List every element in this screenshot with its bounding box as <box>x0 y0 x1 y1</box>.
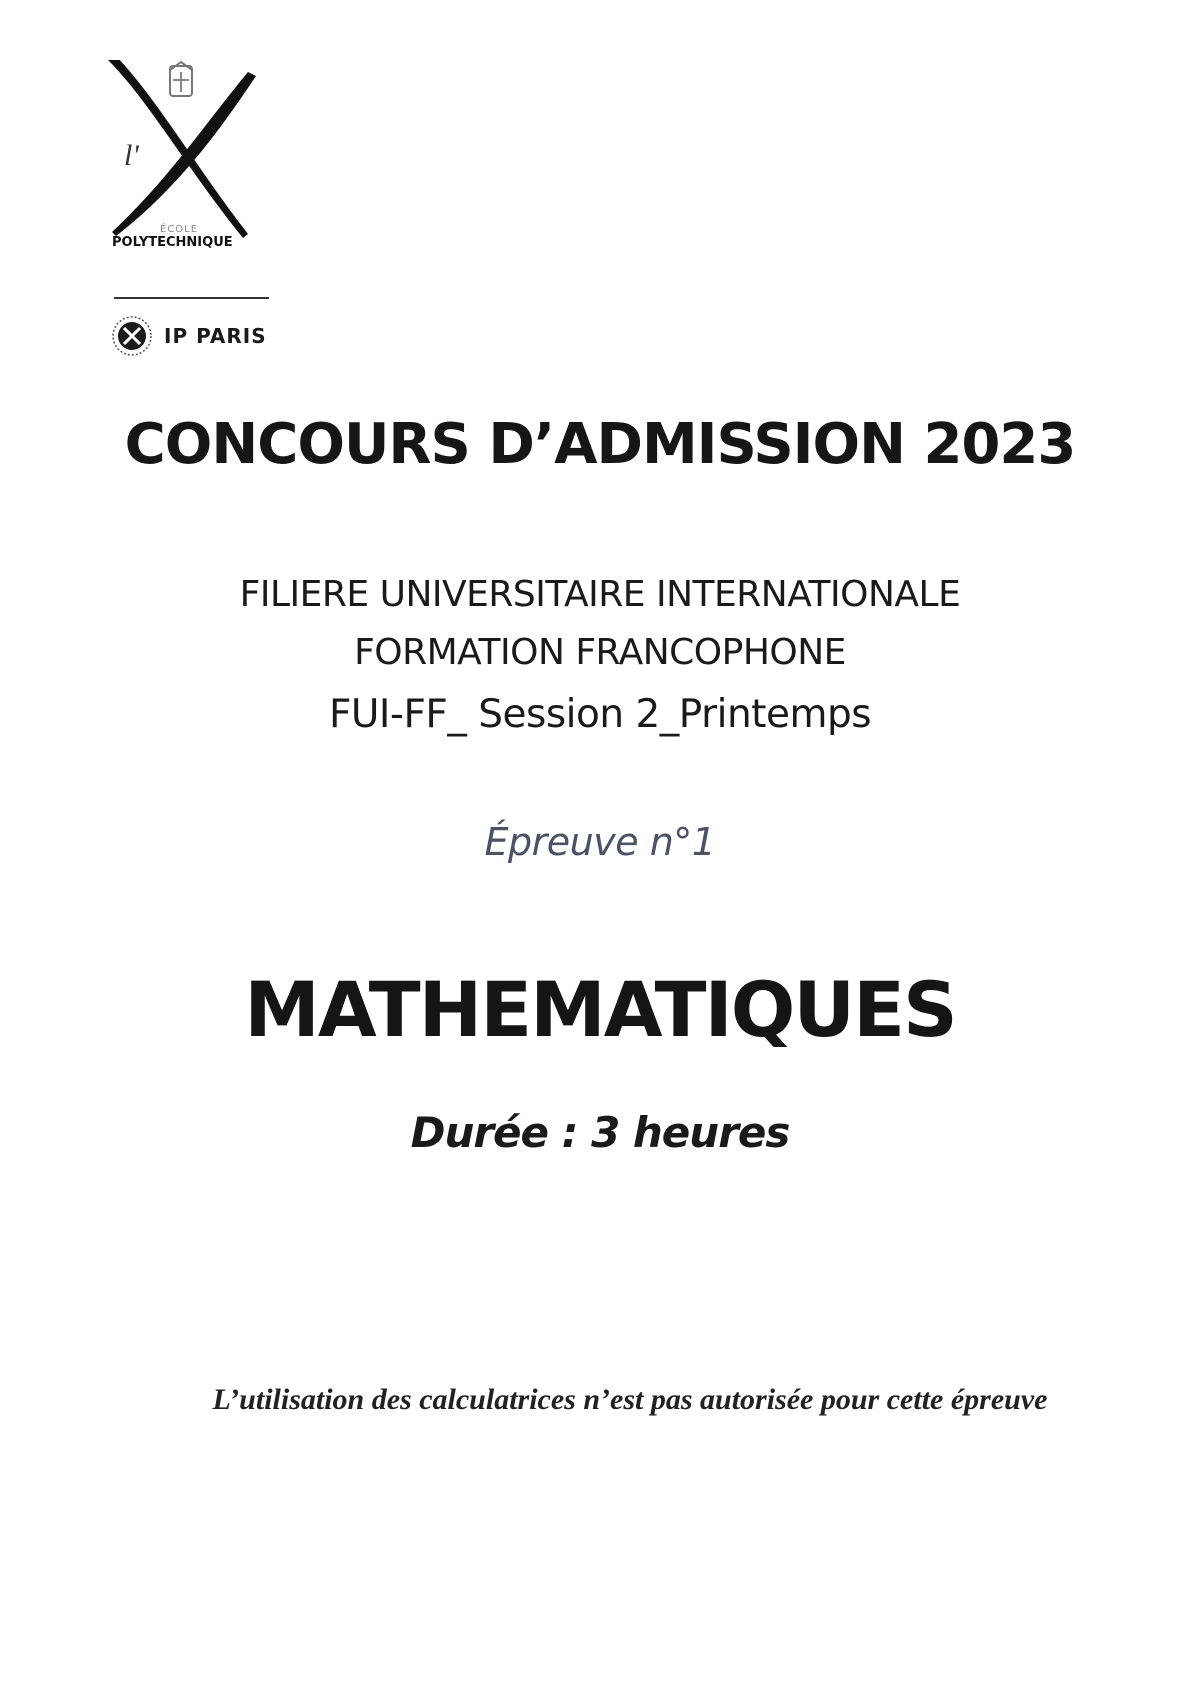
logo-script-text: l' <box>124 139 139 172</box>
logo-divider <box>114 297 269 299</box>
duration-text: Durée : 3 heures <box>410 1108 790 1157</box>
ip-paris-logo <box>110 312 267 360</box>
x-logo-icon <box>108 60 278 280</box>
calculator-notice: L’utilisation des calculatrices n’est pas autorisée pour cette épreuve <box>212 1383 1048 1416</box>
exam-title: CONCOURS D’ADMISSION 2023 <box>124 412 1076 477</box>
crest-icon <box>170 62 192 96</box>
ip-paris-label: IP PARIS <box>164 324 267 348</box>
logo-ecole-text: ÉCOLE <box>160 224 199 235</box>
program-line: FILIERE UNIVERSITAIRE INTERNATIONALE <box>239 574 961 615</box>
program-line: FORMATION FRANCOPHONE <box>354 632 846 673</box>
ecole-polytechnique-logo <box>108 60 278 280</box>
logo-polytechnique-text: POLYTECHNIQUE <box>112 235 233 250</box>
exam-number: Épreuve n°1 <box>484 820 716 864</box>
ip-paris-emblem-icon <box>110 314 154 358</box>
subject-heading: MATHEMATIQUES <box>244 965 956 1054</box>
program-line: FUI-FF_ Session 2_Printemps <box>328 692 872 737</box>
